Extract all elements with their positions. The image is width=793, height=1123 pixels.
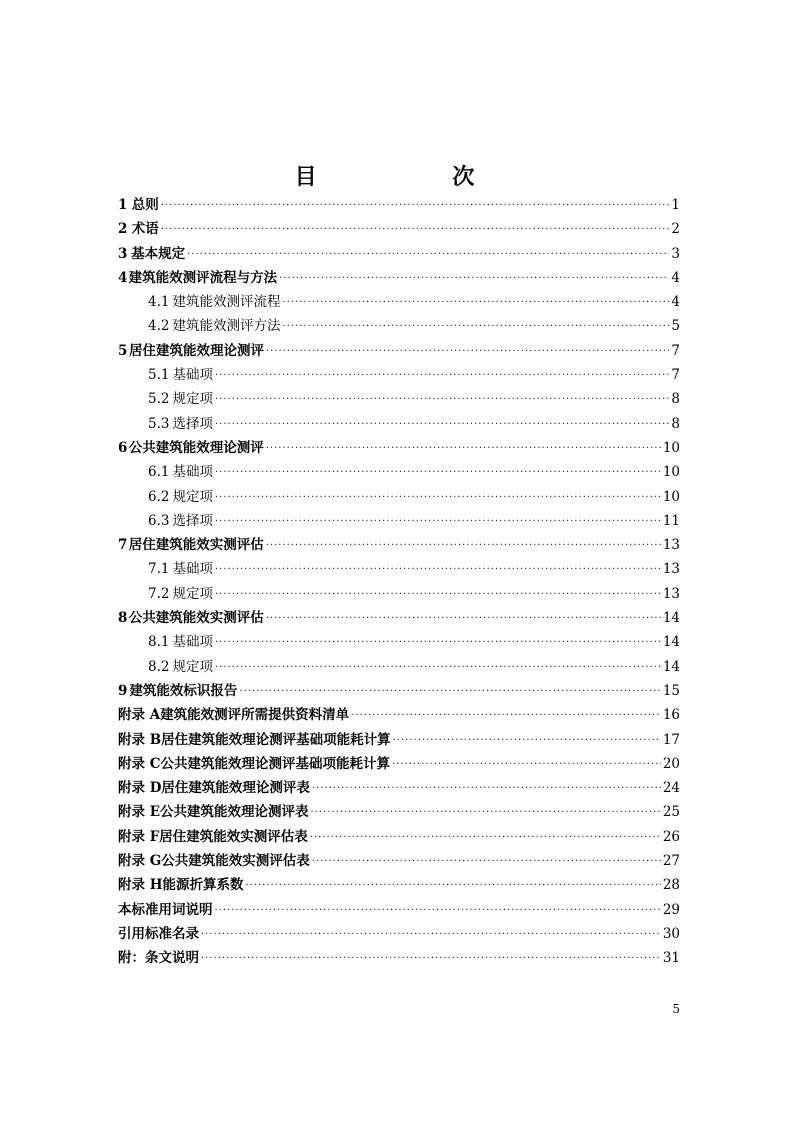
toc-entry-page: 13: [662, 561, 680, 578]
toc-entry-number: 附录 D: [118, 780, 162, 797]
toc-entry-label: 规定项: [172, 488, 213, 505]
toc-entry-number: 8.1: [148, 634, 170, 651]
toc-entry-label: 公共建筑能效实测评估表: [161, 853, 310, 870]
toc-entry-page: 8: [671, 391, 680, 408]
toc-entry-page: 15: [662, 682, 680, 699]
toc-entry-number: 附录 E: [118, 804, 160, 821]
toc-entry-number: 9: [118, 682, 128, 699]
toc-entry[interactable]: [118, 436, 680, 460]
toc-entry-page: 11: [662, 512, 680, 529]
toc-entry[interactable]: [118, 217, 680, 241]
toc-entry[interactable]: [118, 655, 680, 679]
table-of-contents: [118, 193, 680, 971]
toc-entry[interactable]: [118, 290, 680, 314]
toc-entry-label: 建筑能效测评流程: [172, 294, 281, 311]
dot-leader: [215, 558, 661, 582]
dot-leader: [312, 850, 661, 874]
toc-entry-label: 总则: [131, 197, 159, 213]
dot-leader: [161, 218, 670, 242]
toc-entry[interactable]: [118, 728, 680, 752]
toc-entry-number: 2: [118, 221, 128, 238]
toc-entry-page: 16: [662, 707, 680, 724]
toc-entry-label: 规定项: [172, 391, 213, 408]
dot-leader: [310, 826, 661, 850]
toc-entry-label: 选择项: [172, 415, 213, 432]
toc-entry-page: 24: [662, 780, 680, 797]
toc-entry-number: 7: [118, 537, 128, 554]
toc-entry-page: 14: [662, 658, 680, 675]
toc-entry-label: 公共建筑能效实测评估: [128, 610, 264, 627]
dot-leader: [279, 267, 669, 291]
toc-entry-page: 13: [662, 537, 680, 554]
toc-entry-number: 3: [118, 245, 128, 262]
toc-entry-number: 8: [118, 610, 128, 627]
toc-entry[interactable]: [118, 339, 680, 363]
toc-entry-number: 附录 G: [118, 853, 162, 870]
dot-leader: [266, 534, 661, 558]
toc-entry-page: 14: [662, 634, 680, 651]
toc-entry[interactable]: [118, 752, 680, 776]
toc-entry-number: 4.1: [148, 294, 170, 311]
toc-entry-page: 13: [662, 585, 680, 602]
toc-entry-number: 5: [118, 342, 128, 359]
toc-entry-label: 居住建筑能效理论测评表: [161, 780, 310, 797]
toc-entry[interactable]: [118, 387, 680, 411]
dot-leader: [245, 874, 660, 898]
toc-entry[interactable]: [118, 460, 680, 484]
toc-entry-number: 7.2: [148, 585, 170, 602]
toc-entry[interactable]: [118, 825, 680, 849]
dot-leader: [351, 704, 661, 728]
toc-entry-page: 28: [662, 877, 680, 894]
toc-entry-number: 附录 F: [118, 828, 160, 845]
toc-entry[interactable]: [118, 922, 680, 946]
toc-entry-page: 29: [662, 901, 680, 918]
toc-entry-page: 14: [662, 610, 680, 627]
dot-leader: [266, 340, 669, 364]
dot-leader: [215, 364, 669, 388]
dot-leader: [266, 437, 661, 461]
toc-entry[interactable]: [118, 363, 680, 387]
toc-entry[interactable]: [118, 557, 680, 581]
dot-leader: [282, 291, 669, 315]
toc-entry-page: 2: [671, 221, 680, 238]
toc-entry-page: 8: [671, 415, 680, 432]
toc-entry-page: 17: [662, 731, 680, 748]
dot-leader: [201, 923, 661, 947]
toc-entry[interactable]: [118, 703, 680, 727]
toc-entry-number: 附录 B: [118, 731, 162, 748]
toc-entry[interactable]: [118, 412, 680, 436]
toc-entry-page: 7: [671, 367, 680, 384]
toc-entry-page: 7: [671, 342, 680, 359]
toc-entry-number: 6.3: [148, 512, 170, 529]
toc-entry-page: 5: [671, 318, 680, 335]
toc-entry-label: 术语: [131, 221, 159, 238]
toc-entry-number: 7.1: [148, 561, 170, 578]
dot-leader: [239, 680, 660, 704]
toc-entry-label: 基础项: [172, 464, 213, 481]
toc-entry-page: 20: [662, 755, 680, 772]
toc-entry-page: 4: [671, 294, 680, 311]
toc-entry-label: 建筑能效标识报告: [129, 682, 238, 699]
toc-entry-label: 基础项: [172, 634, 213, 651]
toc-entry[interactable]: [118, 898, 680, 922]
toc-entry[interactable]: [118, 849, 680, 873]
toc-entry-page: 3: [671, 245, 680, 262]
toc-entry-label: 居住建筑能效实测评估: [128, 537, 264, 554]
toc-entry-label: 建筑能效测评所需提供资料清单: [160, 707, 350, 724]
dot-leader: [215, 486, 661, 510]
toc-entry-number: 8.2: [148, 658, 170, 675]
toc-entry-label: 能源折算系数: [162, 877, 244, 894]
toc-entry[interactable]: [118, 485, 680, 509]
toc-entry[interactable]: [118, 630, 680, 654]
toc-entry-label: 建筑能效测评方法: [172, 318, 281, 335]
toc-entry-label: 公共建筑能效理论测评表: [160, 804, 309, 821]
toc-entry-page: 1: [671, 197, 680, 213]
toc-entry-number: 附录 C: [118, 755, 161, 772]
toc-entry[interactable]: [118, 582, 680, 606]
dot-leader: [187, 243, 669, 267]
toc-entry-label: 公共建筑能效理论测评: [128, 439, 264, 456]
toc-entry[interactable]: [118, 533, 680, 557]
toc-entry-page: 10: [662, 439, 680, 456]
toc-entry-label: 引用标准名录: [118, 925, 199, 942]
dot-leader: [161, 194, 670, 218]
dot-leader: [215, 631, 661, 655]
toc-entry-label: 基本规定: [131, 245, 186, 262]
toc-entry[interactable]: [118, 314, 680, 338]
toc-entry-label: 基础项: [172, 367, 213, 384]
dot-leader: [215, 899, 661, 923]
page-number: 5: [672, 1002, 680, 1016]
toc-entry-label: 选择项: [172, 512, 213, 529]
toc-entry[interactable]: [118, 800, 680, 824]
toc-entry-page: 25: [662, 804, 680, 821]
toc-entry-label: 公共建筑能效理论测评基础项能耗计算: [160, 755, 390, 772]
toc-entry-page: 27: [662, 853, 680, 870]
toc-entry-number: 6.2: [148, 488, 170, 505]
toc-entry-number: 4.2: [148, 318, 170, 335]
toc-entry-page: 10: [662, 488, 680, 505]
dot-leader: [312, 777, 661, 801]
toc-entry-label: 居住建筑能效理论测评: [128, 342, 264, 359]
toc-entry-number: 6.1: [148, 464, 170, 481]
toc-entry-page: 26: [662, 828, 680, 845]
toc-entry-number: 附录 A: [118, 707, 161, 724]
toc-entry-number: 1: [118, 197, 128, 213]
dot-leader: [201, 947, 661, 971]
dot-leader: [215, 388, 669, 412]
dot-leader: [282, 315, 669, 339]
toc-entry-number: 5.1: [148, 367, 170, 384]
toc-entry-label: 基础项: [172, 561, 213, 578]
toc-entry-label: 居住建筑能效实测评估表: [159, 828, 308, 845]
toc-entry-label: 附：条文说明: [118, 950, 199, 967]
toc-entry[interactable]: [118, 873, 680, 897]
toc-entry[interactable]: [118, 266, 680, 290]
dot-leader: [215, 583, 661, 607]
toc-entry-number: 6: [118, 439, 128, 456]
toc-entry[interactable]: [118, 776, 680, 800]
dot-leader: [215, 461, 661, 485]
toc-entry[interactable]: [118, 509, 680, 533]
toc-entry-page: 30: [662, 925, 680, 942]
toc-entry[interactable]: [118, 679, 680, 703]
toc-title: 目 次: [294, 164, 539, 190]
dot-leader: [266, 607, 661, 631]
dot-leader: [311, 801, 661, 825]
toc-entry-label: 规定项: [172, 585, 213, 602]
dot-leader: [215, 413, 669, 437]
toc-entry[interactable]: [118, 946, 680, 970]
toc-entry-page: 31: [662, 950, 680, 967]
toc-entry-page: 10: [662, 464, 680, 481]
toc-entry[interactable]: [118, 606, 680, 630]
toc-entry-number: 4: [118, 269, 128, 286]
toc-entry-page: 4: [671, 269, 680, 286]
dot-leader: [393, 729, 661, 753]
toc-entry-label: 本标准用词说明: [118, 901, 213, 918]
toc-entry[interactable]: [118, 193, 680, 217]
toc-entry[interactable]: [118, 242, 680, 266]
toc-entry-number: 5.3: [148, 415, 170, 432]
toc-entry-number: 附录 H: [118, 877, 163, 894]
toc-entry-label: 建筑能效测评流程与方法: [128, 269, 278, 286]
dot-leader: [215, 656, 661, 680]
dot-leader: [215, 510, 661, 534]
toc-entry-label: 居住建筑能效理论测评基础项能耗计算: [161, 731, 391, 748]
toc-entry-label: 规定项: [172, 658, 213, 675]
dot-leader: [392, 753, 661, 777]
toc-entry-number: 5.2: [148, 391, 170, 408]
